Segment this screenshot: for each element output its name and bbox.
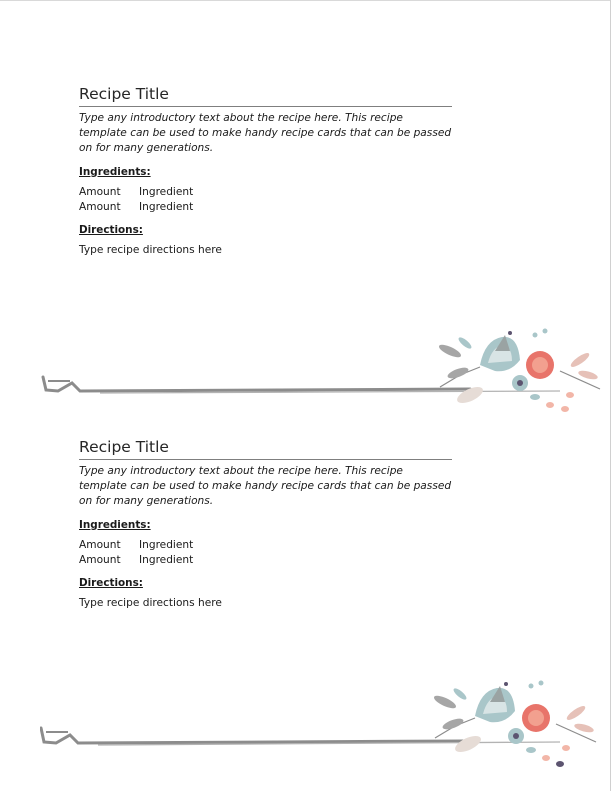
- directions-heading: Directions:: [79, 576, 143, 589]
- recipe-card-1: [79, 84, 452, 257]
- ingredients-heading: Ingredients:: [79, 165, 151, 178]
- ingredient-name[interactable]: Ingredient: [139, 201, 194, 214]
- ingredient-row: [79, 553, 452, 569]
- ingredient-name[interactable]: Ingredient: [139, 185, 194, 198]
- ingredient-row: [79, 538, 452, 554]
- floral-divider-icon: [40, 678, 611, 778]
- recipe-title[interactable]: Recipe Title: [79, 84, 452, 107]
- directions-text[interactable]: Type recipe directions here: [79, 596, 222, 609]
- floral-divider-icon: [40, 325, 611, 425]
- ingredients-list: [79, 538, 452, 569]
- recipe-intro[interactable]: Type any introductory text about the recipe here. This recipe template can be used to make handy recipe cards that can be passed on for many generations.: [79, 112, 452, 155]
- ingredient-row: [79, 200, 452, 216]
- page-edge-top: [0, 0, 611, 1]
- ingredient-amount[interactable]: Amount: [79, 538, 121, 551]
- recipe-intro[interactable]: Type any introductory text about the recipe here. This recipe template can be used to make handy recipe cards that can be passed on for many generations.: [79, 465, 452, 508]
- directions-text[interactable]: Type recipe directions here: [79, 243, 222, 256]
- ingredient-amount[interactable]: Amount: [79, 185, 121, 198]
- ingredient-amount[interactable]: Amount: [79, 201, 121, 214]
- recipe-card-2: [79, 437, 452, 610]
- ingredient-row: [79, 185, 452, 201]
- recipe-title[interactable]: Recipe Title: [79, 437, 452, 460]
- ingredient-name[interactable]: Ingredient: [139, 538, 194, 551]
- ingredients-list: [79, 185, 452, 216]
- ingredients-heading: Ingredients:: [79, 518, 151, 531]
- ingredient-amount[interactable]: Amount: [79, 554, 121, 567]
- ingredient-name[interactable]: Ingredient: [139, 554, 194, 567]
- directions-heading: Directions:: [79, 223, 143, 236]
